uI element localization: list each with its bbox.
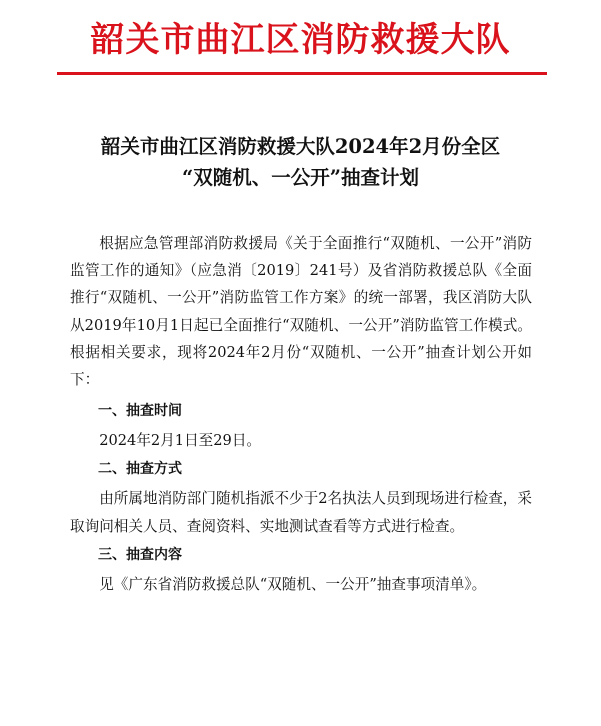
section-content-content: 见《广东省消防救援总队“双随机、一公开”抽查事项清单》。: [99, 575, 487, 593]
letterhead-title: 韶关市曲江区消防救援大队: [90, 20, 511, 60]
section-heading-time: 一、抽查时间: [98, 403, 182, 420]
document-title: [40, 131, 561, 193]
section-heading-content: 三、抽查内容: [98, 546, 182, 563]
section-content-method: 由所属地消防部门随机指派不少于2名执法人员到现场进行检查，采取询问相关人员、查阅资料、实地测试查看等方式进行检查。: [70, 490, 532, 535]
letterhead-red-rule: [57, 72, 547, 75]
section-heading-method: 二、抽查方式: [98, 461, 182, 478]
intro-paragraph: 根据应急管理部消防救援局《关于全面推行“双随机、一公开”消防监管工作的通知》（应急消〔2019〕241号）及省消防救援总队《全面推行“双随机、一公开”消防监管工作方案》的统一部署，我区消防大队从2019年10月1日起已全面推行“双随机、一公开”消防监管工作模式。根据相关要求，现将2024年2月份“双随机、一公开”抽查计划公开如下：: [70, 235, 532, 389]
section-content-time: 2024年2月1日至29日。: [99, 432, 262, 450]
document-title-line-1: 韶关市曲江区消防救援大队2024年2月份全区: [100, 135, 501, 158]
document-title-line-2: “双随机、一公开”抽查计划: [182, 166, 419, 189]
document-body: [70, 230, 532, 598]
